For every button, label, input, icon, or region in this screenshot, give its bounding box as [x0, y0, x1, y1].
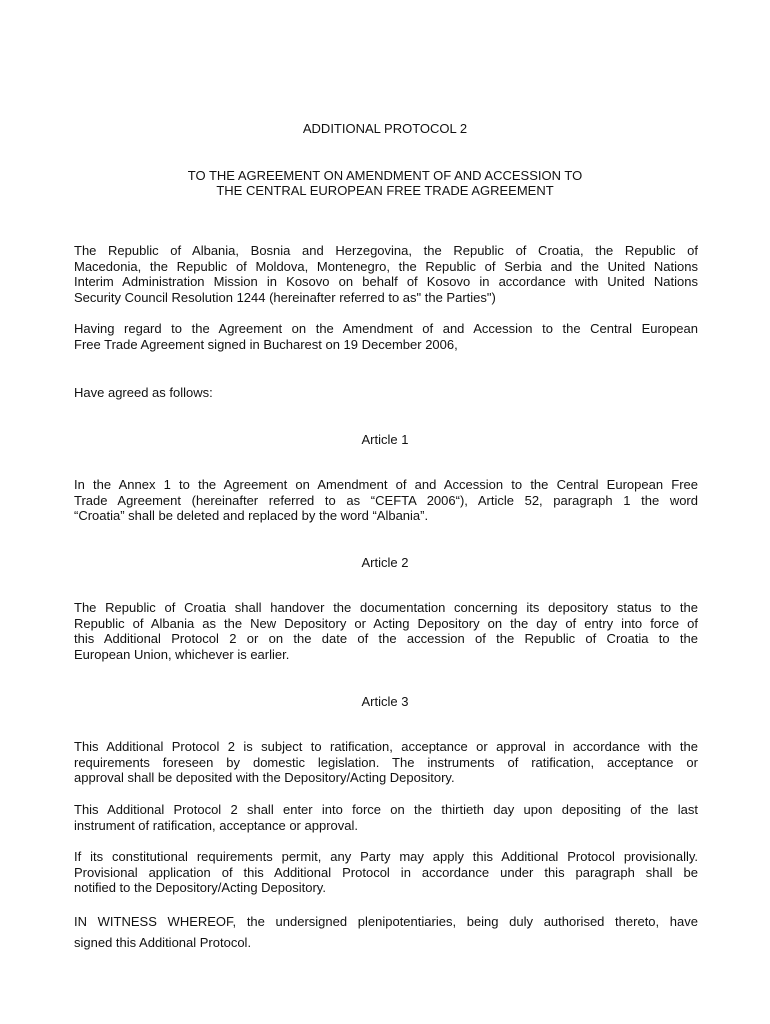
text-line: Trade Agreement (hereinafter referred to as “CEFTA 2006“), Article 52, paragraph 1 the word [74, 492, 698, 508]
text-line: Provisional application of this Additional Protocol in accordance under this paragraph shall be [74, 864, 698, 880]
text-line: European Union, whichever is earlier. [74, 646, 290, 662]
article-1-paragraph [74, 477, 698, 524]
text-line: Free Trade Agreement signed in Bucharest on 19 December 2006, [74, 336, 458, 352]
text-line: This Additional Protocol 2 is subject to ratification, acceptance or approval in accordance with the [74, 739, 698, 754]
article-3-paragraph-3 [74, 849, 698, 896]
article-2-heading: Article 2 [361, 555, 409, 570]
article-3-heading: Article 3 [361, 694, 409, 709]
text-line: “Croatia” shall be deleted and replaced by the word “Albania”. [74, 508, 429, 524]
text-line: requirements foreseen by domestic legislation. The instruments of ratification, acceptance or [74, 754, 698, 770]
article-3-paragraph-1 [74, 739, 698, 786]
preamble-parties-paragraph [74, 243, 698, 305]
document-subtitle-line-2: THE CENTRAL EUROPEAN FREE TRADE AGREEMENT [216, 183, 554, 198]
text-line: IN WITNESS WHEREOF, the undersigned plenipotentiaries, being duly authorised thereto, have [74, 914, 698, 929]
article-2-paragraph [74, 600, 698, 662]
text-line: In the Annex 1 to the Agreement on Amendment of and Accession to the Central European Free [74, 477, 698, 492]
text-line: signed this Additional Protocol. [74, 935, 252, 950]
text-line: notified to the Depository/Acting Depository. [74, 880, 326, 896]
article-3-paragraph-2 [74, 802, 698, 833]
text-line: Republic of Albania as the New Depository or Acting Depository on the day of entry into force of [74, 615, 698, 631]
text-line: instrument of ratification, acceptance or approval. [74, 817, 358, 833]
text-line: approval shall be deposited with the Depository/Acting Depository. [74, 770, 455, 786]
witness-paragraph [74, 911, 698, 953]
text-line: Security Council Resolution 1244 (hereinafter referred to as" the Parties") [74, 289, 496, 305]
text-line: This Additional Protocol 2 shall enter into force on the thirtieth day upon depositing of the last [74, 802, 698, 817]
text-line: Have agreed as follows: [74, 385, 213, 400]
text-line: The Republic of Croatia shall handover the documentation concerning its depository status to the [74, 600, 698, 615]
text-line: Macedonia, the Republic of Moldova, Montenegro, the Republic of Serbia and the United Nations [74, 258, 698, 274]
document-subtitle-line-1: TO THE AGREEMENT ON AMENDMENT OF AND ACCESSION TO [187, 168, 583, 183]
text-line: The Republic of Albania, Bosnia and Herzegovina, the Republic of Croatia, the Republic of [74, 243, 698, 258]
document-title: ADDITIONAL PROTOCOL 2 [302, 121, 468, 136]
text-line: Interim Administration Mission in Kosovo on behalf of Kosovo in accordance with United Nations [74, 274, 698, 290]
agreed-paragraph [74, 385, 698, 401]
text-line: Having regard to the Agreement on the Amendment of and Accession to the Central European [74, 321, 698, 336]
text-line: this Additional Protocol 2 or on the date of the accession of the Republic of Croatia to the [74, 631, 698, 647]
text-line: If its constitutional requirements permit, any Party may apply this Additional Protocol provisionally. [74, 849, 698, 864]
having-regard-paragraph [74, 321, 698, 352]
article-1-heading: Article 1 [361, 432, 409, 447]
